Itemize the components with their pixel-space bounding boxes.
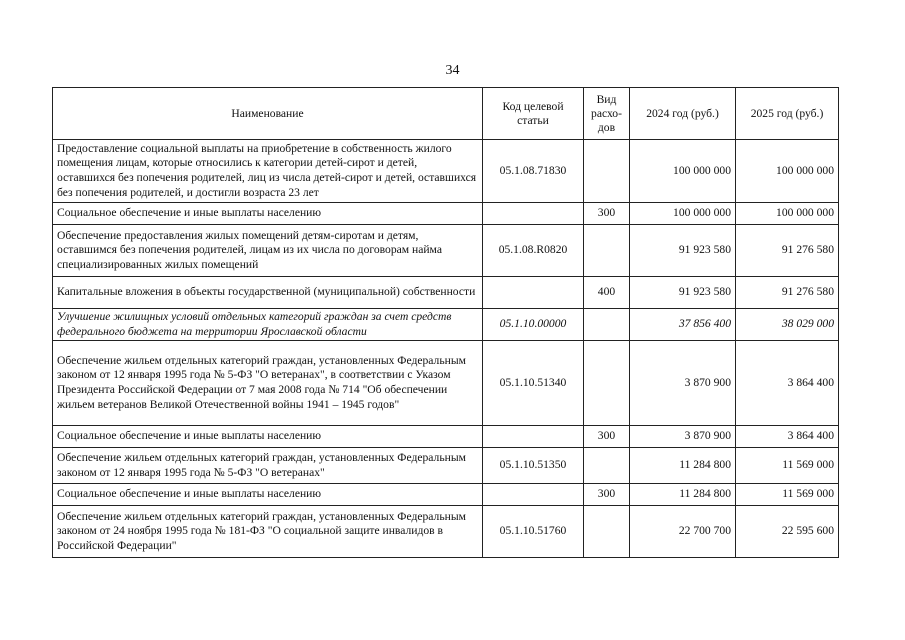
cell-name: Капитальные вложения в объекты государственной (муниципальной) собственности — [53, 277, 483, 309]
cell-2025: 11 569 000 — [736, 448, 839, 484]
header-2025: 2025 год (руб.) — [736, 88, 839, 140]
cell-2024: 91 923 580 — [630, 225, 736, 277]
cell-2025: 91 276 580 — [736, 225, 839, 277]
cell-2024: 22 700 700 — [630, 506, 736, 558]
cell-type — [584, 341, 630, 426]
table-row — [53, 140, 839, 203]
cell-type — [584, 140, 630, 203]
cell-code: 05.1.10.51760 — [483, 506, 584, 558]
cell-code — [483, 203, 584, 225]
cell-name: Обеспечение жильем отдельных категорий граждан, установленных Федеральным законом от 12 января 1995 года № 5-ФЗ "О ветеранах" — [53, 448, 483, 484]
cell-name: Социальное обеспечение и иные выплаты населению — [53, 484, 483, 506]
cell-type — [584, 225, 630, 277]
table-header-row — [53, 88, 839, 140]
cell-name: Обеспечение жильем отдельных категорий граждан, установленных Федеральным законом от 24 ноября 1995 года № 181-ФЗ "О социальной защите инвалидов в Российской Федерации" — [53, 506, 483, 558]
cell-2024: 11 284 800 — [630, 484, 736, 506]
cell-code — [483, 484, 584, 506]
cell-2025: 100 000 000 — [736, 203, 839, 225]
cell-2025: 100 000 000 — [736, 140, 839, 203]
cell-code: 05.1.10.51350 — [483, 448, 584, 484]
cell-2025: 22 595 600 — [736, 506, 839, 558]
page-number: 34 — [445, 63, 460, 78]
cell-type: 300 — [584, 426, 630, 448]
cell-2024: 100 000 000 — [630, 140, 736, 203]
table-row — [53, 426, 839, 448]
cell-2024: 3 870 900 — [630, 341, 736, 426]
header-name: Наименование — [53, 88, 483, 140]
cell-2024: 11 284 800 — [630, 448, 736, 484]
cell-2025: 11 569 000 — [736, 484, 839, 506]
cell-type: 300 — [584, 484, 630, 506]
cell-code — [483, 277, 584, 309]
table-row — [53, 225, 839, 277]
cell-name: Предоставление социальной выплаты на приобретение в собственность жилого помещения лицам, которые относились к категории детей-сирот и детей, оставшихся без попечения родителей, лиц из числа детей-сирот и детей, оставшихся без попечения родителей, и достигли возраста 23 лет — [53, 140, 483, 203]
header-2024: 2024 год (руб.) — [630, 88, 736, 140]
table-row — [53, 341, 839, 426]
table-row — [53, 506, 839, 558]
cell-code — [483, 426, 584, 448]
cell-2024: 3 870 900 — [630, 426, 736, 448]
cell-2024: 91 923 580 — [630, 277, 736, 309]
cell-2024: 37 856 400 — [630, 309, 736, 341]
cell-2024: 100 000 000 — [630, 203, 736, 225]
cell-code: 05.1.10.51340 — [483, 341, 584, 426]
cell-2025: 91 276 580 — [736, 277, 839, 309]
header-code: Код целевой статьи — [483, 88, 584, 140]
cell-code: 05.1.08.R0820 — [483, 225, 584, 277]
table-row — [53, 203, 839, 225]
cell-2025: 38 029 000 — [736, 309, 839, 341]
cell-2025: 3 864 400 — [736, 341, 839, 426]
table-row — [53, 277, 839, 309]
cell-name: Социальное обеспечение и иные выплаты населению — [53, 203, 483, 225]
cell-code: 05.1.10.00000 — [483, 309, 584, 341]
cell-code: 05.1.08.71830 — [483, 140, 584, 203]
cell-name: Обеспечение жильем отдельных категорий граждан, установленных Федеральным законом от 12 января 1995 года № 5-ФЗ "О ветеранах", в соответствии с Указом Президента Российской Федерации от 7 мая 2008 года № 714 "Об обеспечении жильем ветеранов Великой Отечественной войны 1941 – 1945 годов" — [53, 341, 483, 426]
cell-2025: 3 864 400 — [736, 426, 839, 448]
cell-type: 300 — [584, 203, 630, 225]
cell-name: Улучшение жилищных условий отдельных категорий граждан за счет средств федерального бюджета на территории Ярославской области — [53, 309, 483, 341]
table-body — [53, 140, 839, 558]
cell-name: Социальное обеспечение и иные выплаты населению — [53, 426, 483, 448]
budget-table — [52, 87, 839, 558]
cell-type — [584, 448, 630, 484]
table-row — [53, 484, 839, 506]
cell-type — [584, 309, 630, 341]
cell-name: Обеспечение предоставления жилых помещений детям-сиротам и детям, оставшимся без попечения родителей, лицам из их числа по договорам найма специализированных жилых помещений — [53, 225, 483, 277]
table-row — [53, 448, 839, 484]
cell-type: 400 — [584, 277, 630, 309]
table-row — [53, 309, 839, 341]
header-type: Вид расхо-дов — [584, 88, 630, 140]
cell-type — [584, 506, 630, 558]
